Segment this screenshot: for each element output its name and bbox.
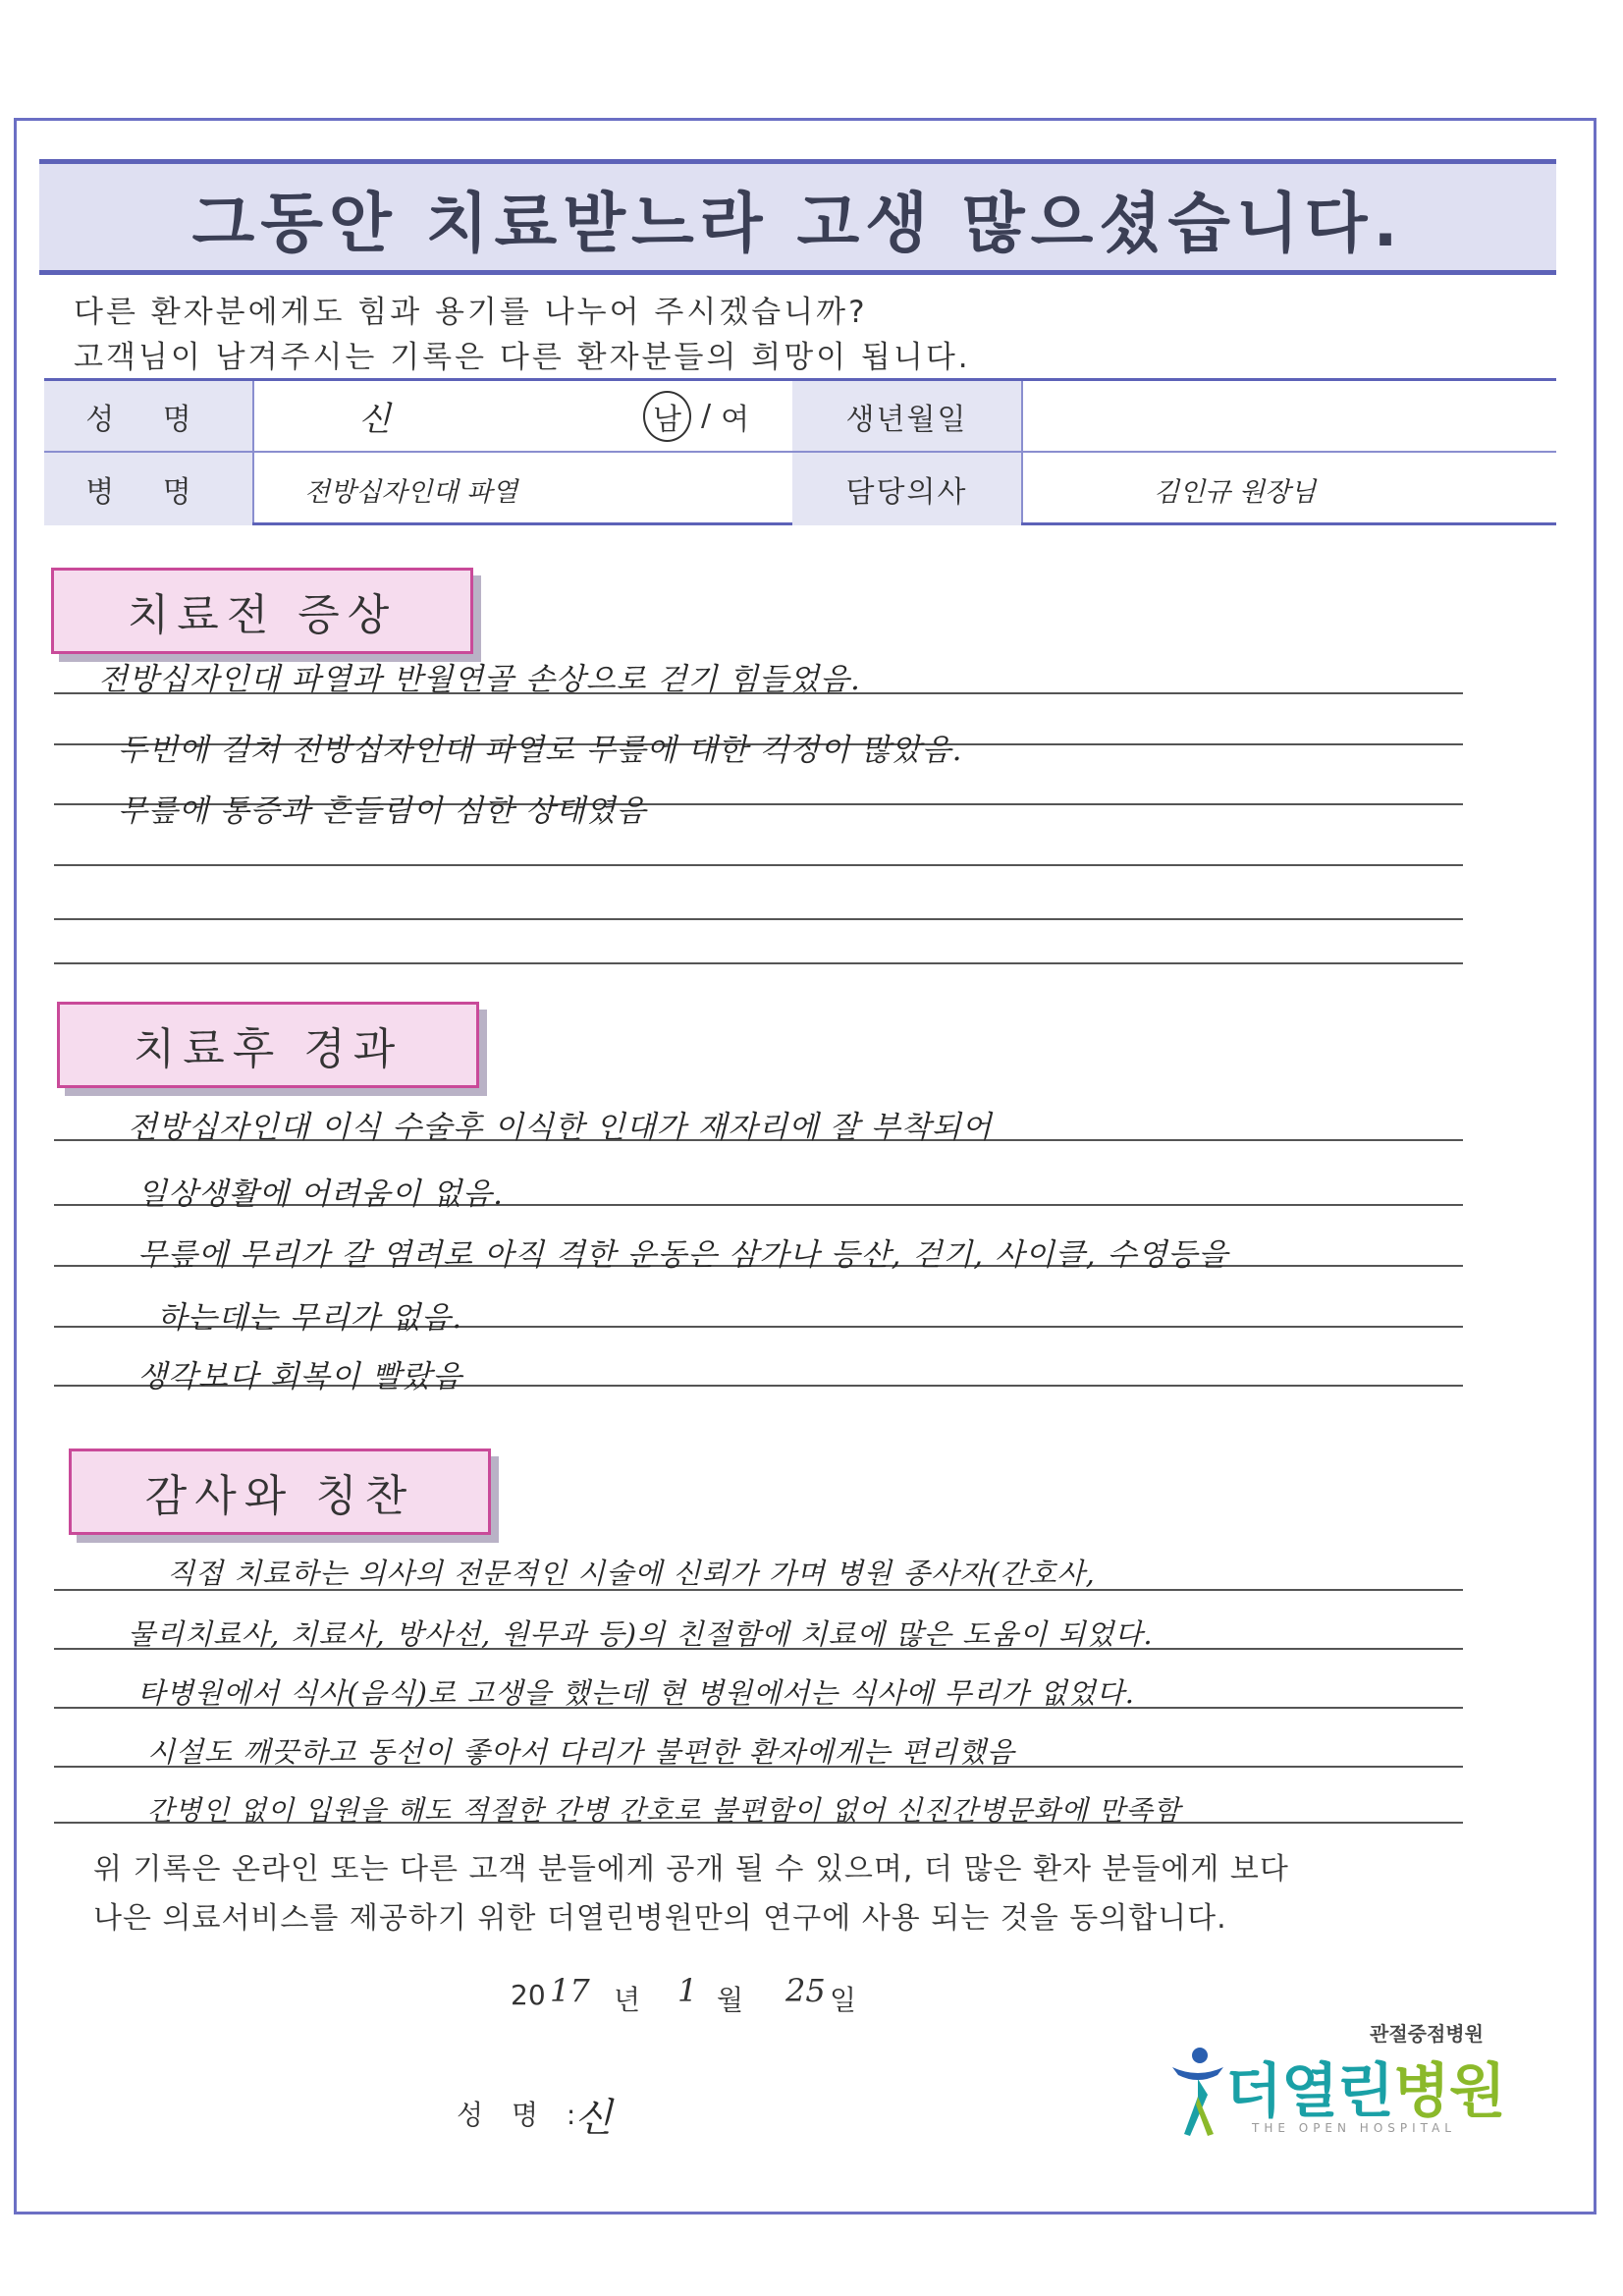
thanks-line-3: 타병원에서 식사(음식)로 고생을 했는데 현 병원에서는 식사에 무리가 없었다. [137,1676,1136,1710]
signature-value: 신 [574,2096,613,2141]
gender-female: 여 [721,402,750,437]
section-after-title: 치료후 경과 [57,1002,479,1088]
intro-line-2: 고객님이 남겨주시는 기록은 다른 환자분들의 희망이 됩니다. [74,340,971,375]
doctor-value: 김인규 원장님 [1154,476,1317,508]
writing-line [54,864,1463,866]
writing-line [54,918,1463,920]
section-before-title: 치료전 증상 [51,568,473,654]
date-day: 25 [785,1972,826,2009]
patient-info-table [44,378,1556,525]
table-vline [1021,381,1023,522]
disease-label: 병 명 [44,453,252,525]
date-day-unit: 일 [830,1984,857,2016]
logo-subtitle: 관절중점병원 [1370,2022,1484,2046]
name-label: 성 명 [44,381,252,451]
writing-line [54,962,1463,964]
before-line-2: 두번에 걸쳐 전방십자인대 파열로 무릎에 대한 걱정이 많았음. [118,733,963,768]
page-title: 그동안 치료받느라 고생 많으셨습니다. [191,185,1404,261]
date-year-unit: 년 [614,1984,641,2016]
thanks-line-5: 간병인 없이 입원을 해도 적절한 간병 간호로 불편함이 없어 신진간병문화에 만족함 [147,1794,1181,1827]
thanks-line-1: 직접 치료하는 의사의 전문적인 시술에 신뢰가 가며 병원 종사자(간호사, [167,1557,1096,1590]
intro-line-1: 다른 환자분에게도 힘과 용기를 나누어 주시겠습니까? [74,295,868,330]
gender-male: 남 [643,391,691,442]
hospital-logo-icon [1168,2046,1227,2139]
logo-name-part2: 병원 [1392,2057,1505,2126]
logo-name-part1: 더열린 [1225,2057,1393,2126]
after-line-2: 일상생활에 어려움이 없음. [137,1176,504,1212]
logo-name [1225,2045,1505,2129]
after-line-3: 무릎에 무리가 갈 염려로 아직 격한 운동은 삼가나 등산, 걷기, 사이클, 수영등을 [137,1237,1229,1273]
logo-english: THE OPEN HOSPITAL [1252,2121,1456,2135]
date-year: 17 [550,1972,590,2009]
after-line-5: 생각보다 회복이 빨랐음 [137,1359,463,1394]
before-line-3: 무릎에 통증과 흔들림이 심한 상태였음 [118,793,647,829]
thanks-line-2: 물리치료사, 치료사, 방사선, 원무과 등)의 친절함에 치료에 많은 도움이 되었다. [128,1617,1154,1651]
after-line-1: 전방십자인대 이식 수술후 이식한 인대가 재자리에 잘 부착되어 [128,1110,993,1145]
section-thanks-title: 감사와 칭찬 [69,1449,491,1535]
table-vline [252,381,254,522]
doctor-label: 담당의사 [792,453,1021,525]
date-prefix: 20 [511,1979,546,2011]
gender-options [643,381,749,451]
name-value: 신 [358,400,391,439]
birth-label: 생년월일 [792,381,1021,451]
date-month: 1 [677,1972,698,2009]
consent-line-1: 위 기록은 온라인 또는 다른 고객 분들에게 공개 될 수 있으며, 더 많은 환자 분들에게 보다 [93,1852,1289,1886]
consent-line-2: 나은 의료서비스를 제공하기 위한 더열린병원만의 연구에 사용 되는 것을 동의합니다. [93,1901,1227,1936]
disease-value: 전방십자인대 파열 [304,476,518,508]
after-line-4: 하는데는 무리가 없음. [157,1300,463,1336]
title-banner [39,159,1556,275]
before-line-1: 전방십자인대 파열과 반월연골 손상으로 걷기 힘들었음. [98,662,861,697]
thanks-line-4: 시설도 깨끗하고 동선이 좋아서 다리가 불편한 환자에게는 편리했음 [147,1735,1015,1769]
signature-label: 성 명 : [457,2099,586,2131]
date-month-unit: 월 [717,1984,744,2016]
gender-separator: / [700,399,712,433]
